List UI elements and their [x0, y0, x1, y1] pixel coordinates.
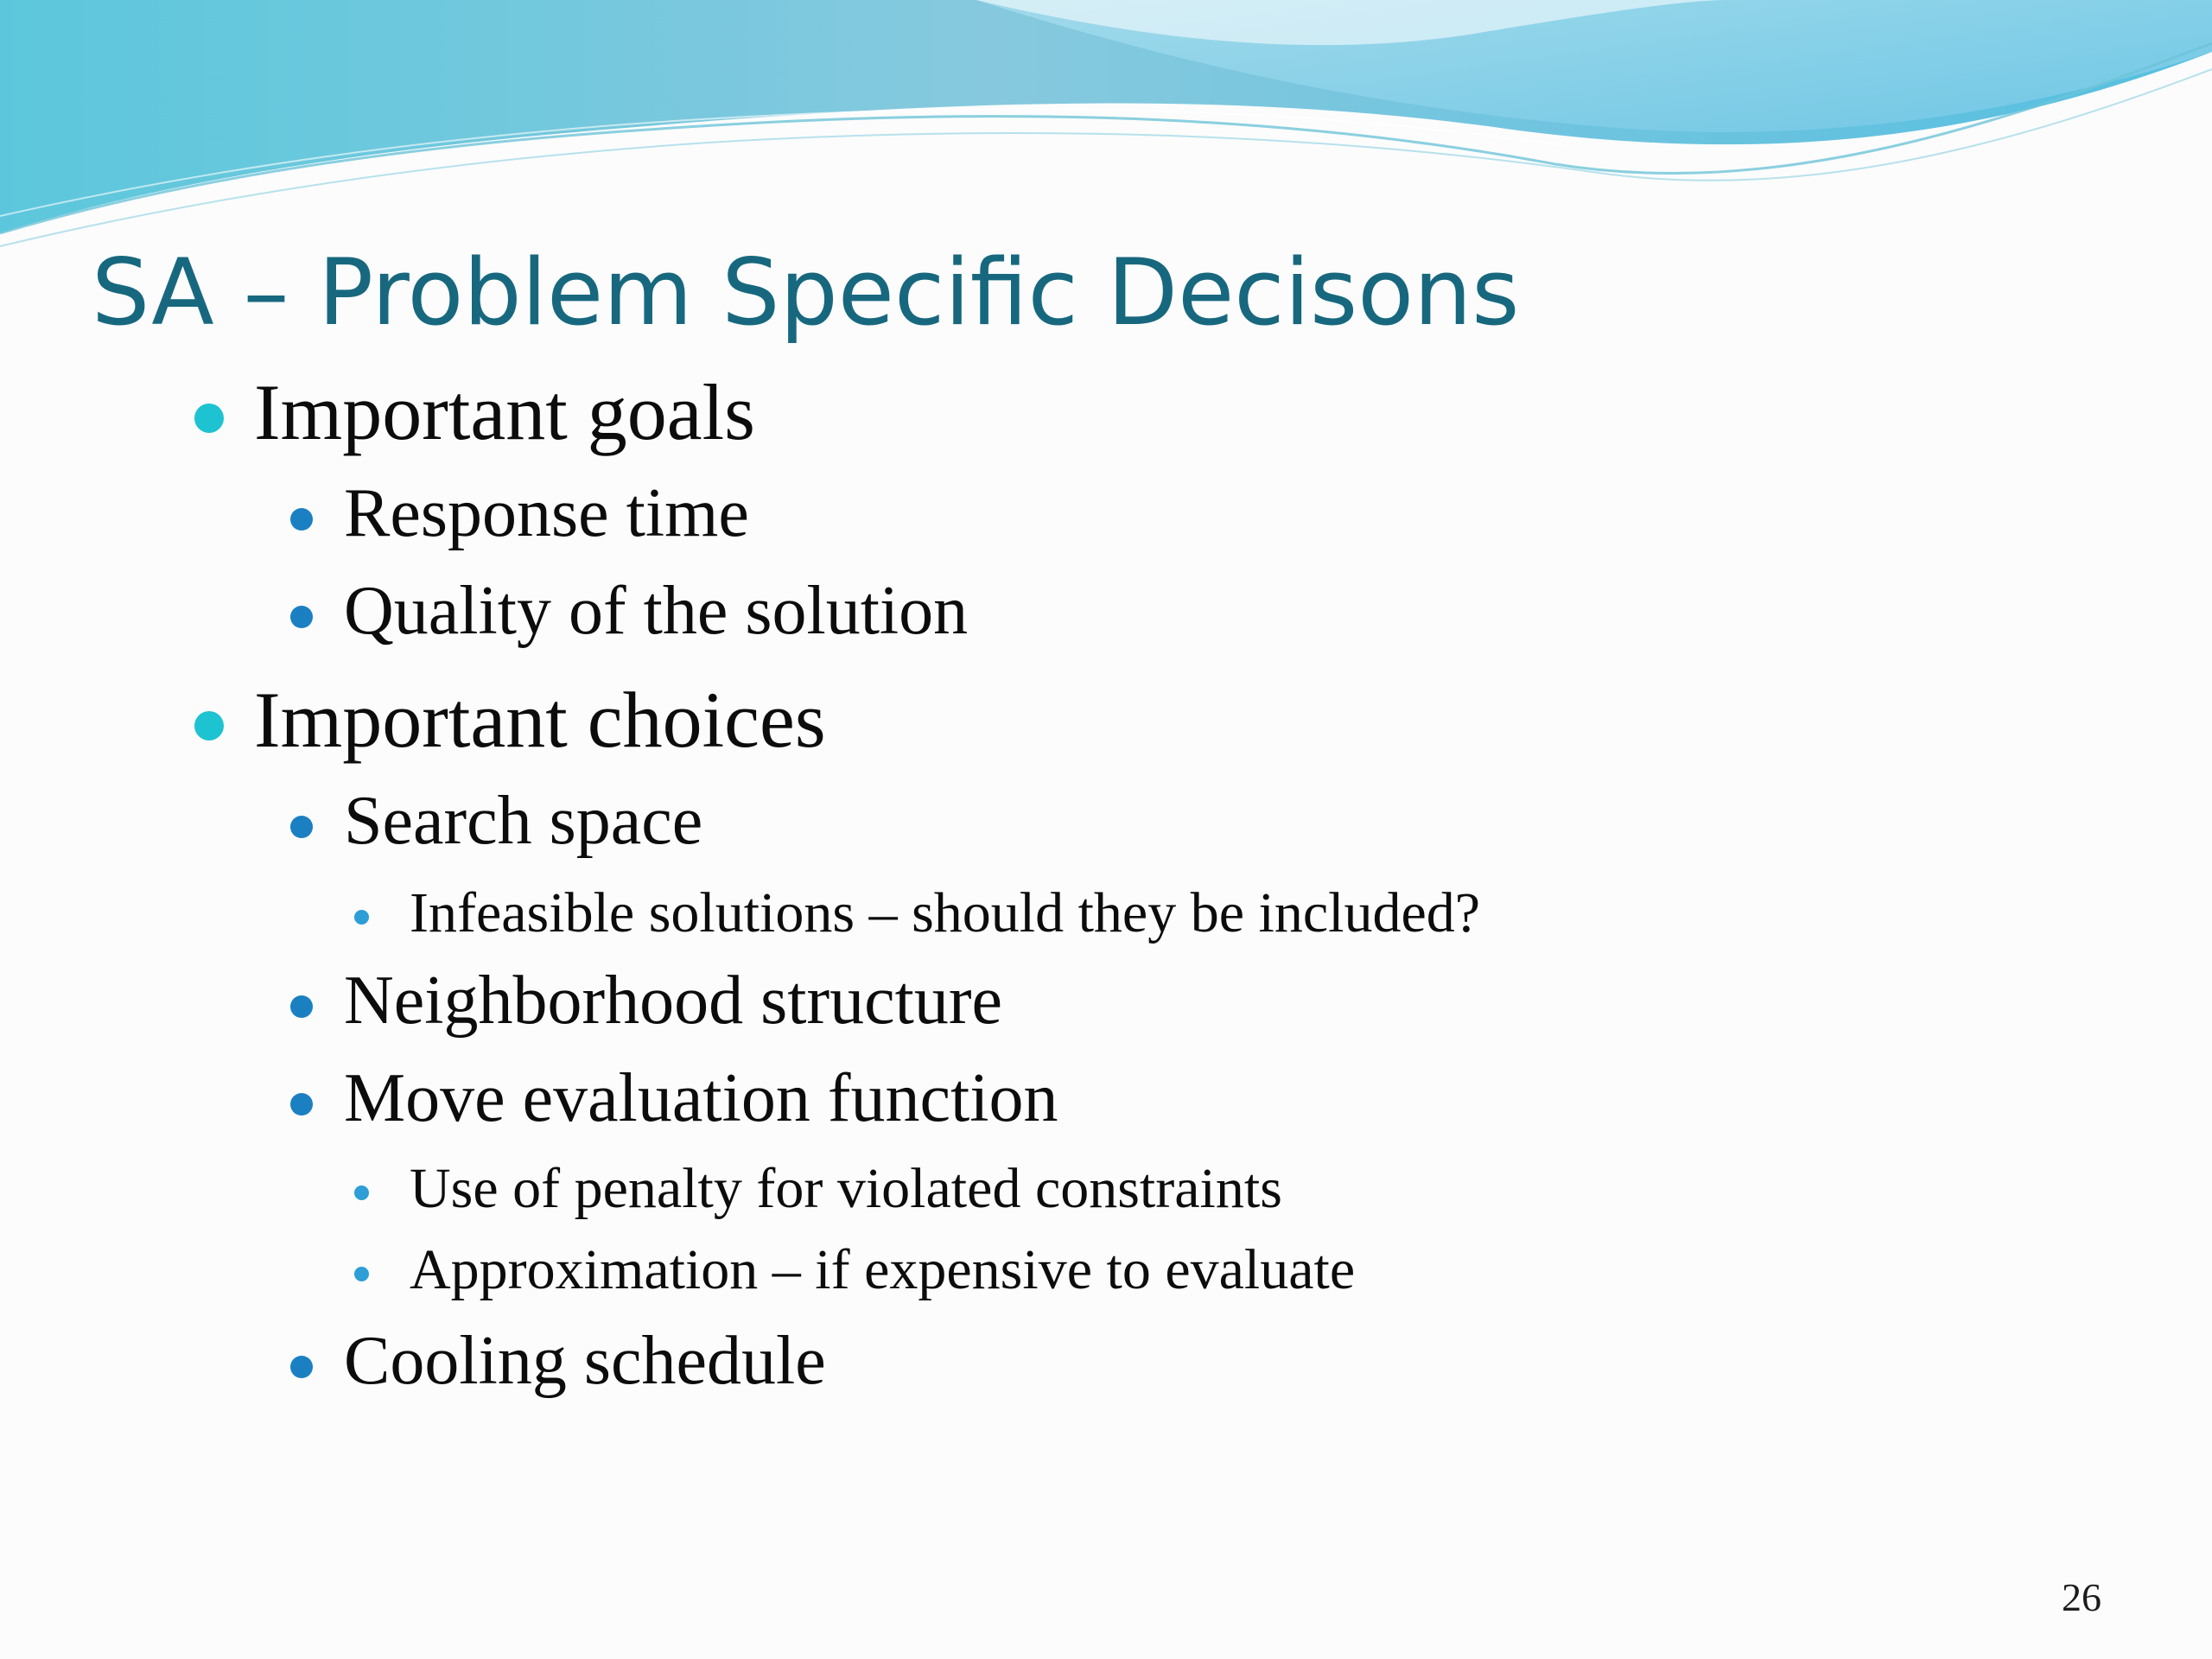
bullet-dot — [194, 404, 224, 433]
bullet-text: Search space — [344, 783, 703, 859]
bullet-text: Neighborhood structure — [344, 963, 1003, 1039]
bullet-response-time — [344, 474, 749, 553]
bullet-use-of-penalty — [410, 1156, 1282, 1222]
bullet-dot — [290, 816, 313, 838]
bullet-search-space — [344, 782, 702, 861]
bullet-dot — [354, 1185, 369, 1200]
bullet-dot — [290, 1356, 313, 1378]
bullet-text: Move evaluation function — [344, 1060, 1058, 1136]
bullet-dot — [354, 910, 369, 925]
bullet-neighborhood-structure — [344, 962, 1002, 1040]
bullet-infeasible-solutions — [410, 880, 1480, 946]
bullet-dot — [354, 1267, 369, 1281]
bullet-dot — [290, 995, 313, 1018]
bullet-text: Quality of the solution — [344, 573, 969, 649]
bullet-cooling-schedule — [344, 1322, 826, 1401]
bullet-dot — [194, 711, 224, 741]
bullet-text: Infeasible solutions – should they be included? — [410, 881, 1481, 944]
slide-title: SA – Problem Specific Decisons — [92, 239, 1520, 346]
bullet-text: Important choices — [254, 676, 826, 764]
bullet-text: Cooling schedule — [344, 1323, 826, 1399]
bullet-text: Important goals — [254, 368, 755, 456]
bullet-important-goals — [254, 366, 755, 458]
bullet-important-choices — [254, 674, 826, 766]
bullet-text: Response time — [344, 475, 749, 551]
bullet-text: Use of penalty for violated constraints — [410, 1157, 1282, 1220]
bullet-dot — [290, 606, 313, 628]
bullet-quality-of-solution — [344, 572, 968, 651]
bullet-move-evaluation-function — [344, 1059, 1058, 1138]
page-number: 26 — [2062, 1575, 2101, 1619]
bullet-approximation — [410, 1237, 1355, 1303]
bullet-text: Approximation – if expensive to evaluate — [410, 1238, 1356, 1301]
bullet-dot — [290, 508, 313, 531]
bullet-dot — [290, 1093, 313, 1116]
